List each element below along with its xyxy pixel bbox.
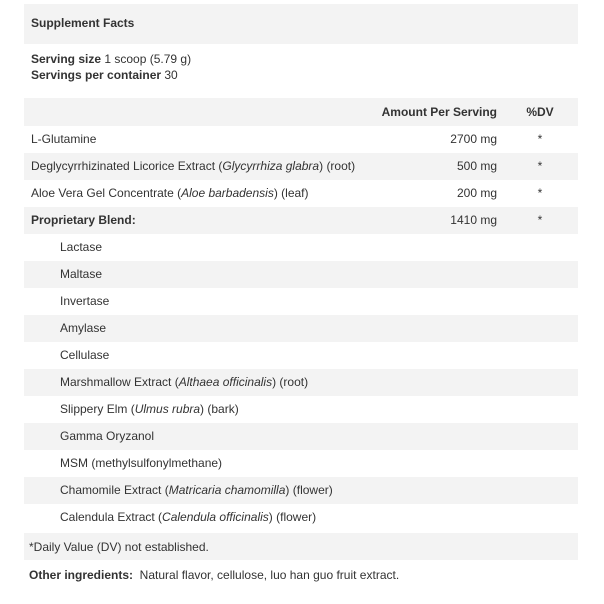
- panel-title: Supplement Facts: [31, 16, 135, 30]
- table-row: [24, 315, 578, 342]
- ingredient-name-part: ) (flower): [285, 483, 333, 497]
- ingredient-name-part: Deglycyrrhizinated Licorice Extract (: [31, 159, 223, 173]
- blend-ingredient-name: [60, 369, 308, 396]
- amount-per-serving-header: Amount Per Serving: [381, 105, 497, 119]
- table-row: [24, 369, 578, 396]
- ingredient-name-part: Chamomile Extract (: [60, 483, 169, 497]
- ingredient-name-part: Slippery Elm (: [60, 402, 135, 416]
- ingredient-latin-name: Ulmus rubra: [134, 402, 201, 416]
- servings-per-container-line: [31, 67, 191, 83]
- proprietary-blend-name: Proprietary Blend:: [31, 213, 136, 227]
- blend-ingredient-name: MSM (methylsulfonylmethane): [60, 456, 223, 470]
- blend-ingredient-name: Maltase: [60, 267, 103, 281]
- ingredient-name-part: Marshmallow Extract (: [60, 375, 179, 389]
- table-row: [24, 153, 578, 180]
- ingredient-amount: 500 mg: [456, 159, 497, 173]
- other-ingredients-value: Natural flavor, cellulose, luo han guo fruit extract.: [133, 568, 400, 582]
- ingredient-latin-name: Calendula officinalis: [162, 510, 269, 524]
- table-row: [24, 126, 578, 153]
- blend-ingredient-name: Gamma Oryzanol: [60, 429, 155, 443]
- serving-size-label: Serving size: [31, 52, 102, 66]
- table-row: [24, 288, 578, 315]
- ingredient-latin-name: Glycyrrhiza glabra: [222, 159, 320, 173]
- dv-footnote: *Daily Value (DV) not established.: [29, 540, 209, 554]
- table-header-row: [24, 98, 578, 126]
- table-row: [24, 450, 578, 477]
- serving-size-value: 1 scoop (5.79 g): [101, 52, 192, 66]
- footnote-bar: [24, 533, 578, 560]
- ingredient-dv: *: [537, 159, 543, 173]
- serving-info: [31, 51, 191, 83]
- ingredient-latin-name: Althaea officinalis: [178, 375, 273, 389]
- table-row: [24, 261, 578, 288]
- table-row: [24, 234, 578, 261]
- other-ingredients-label: Other ingredients:: [29, 568, 134, 582]
- ingredient-latin-name: Aloe barbadensis: [181, 186, 274, 200]
- blend-ingredient-name: [60, 477, 333, 504]
- ingredient-name-part: ) (bark): [200, 402, 239, 416]
- ingredient-name-part: ) (leaf): [273, 186, 309, 200]
- ingredient-amount: 200 mg: [456, 186, 497, 200]
- servings-per-container-label: Servings per container: [31, 68, 162, 82]
- table-row: [24, 342, 578, 369]
- table-row: [24, 396, 578, 423]
- dv-header: %DV: [526, 105, 554, 119]
- table-row: [24, 207, 578, 234]
- ingredient-dv: *: [537, 186, 543, 200]
- serving-size-line: [31, 51, 191, 67]
- ingredient-dv: *: [537, 213, 543, 227]
- blend-ingredient-name: Lactase: [60, 240, 103, 254]
- blend-ingredient-name: [60, 504, 316, 531]
- table-row: [24, 180, 578, 207]
- ingredient-name-part: Calendula Extract (: [60, 510, 163, 524]
- other-ingredients: [29, 568, 399, 582]
- ingredient-amount: 2700 mg: [450, 132, 497, 146]
- ingredient-name-part: ) (root): [272, 375, 309, 389]
- ingredient-latin-name: Matricaria chamomilla: [168, 483, 286, 497]
- ingredient-name-part: ) (flower): [268, 510, 317, 524]
- servings-per-container-value: 30: [161, 68, 178, 82]
- facts-table: [24, 98, 578, 531]
- title-bar: [24, 4, 578, 44]
- ingredient-name: L-Glutamine: [31, 132, 97, 146]
- blend-ingredient-name: [60, 396, 239, 423]
- table-row: [24, 423, 578, 450]
- ingredient-name-part: ) (root): [319, 159, 356, 173]
- blend-ingredient-name: Amylase: [60, 321, 107, 335]
- blend-ingredient-name: Invertase: [60, 294, 110, 308]
- table-row: [24, 504, 578, 531]
- ingredient-name: [31, 153, 355, 180]
- ingredient-amount: 1410 mg: [450, 213, 497, 227]
- ingredient-name-part: Aloe Vera Gel Concentrate (: [31, 186, 182, 200]
- blend-ingredient-name: Cellulase: [60, 348, 110, 362]
- table-row: [24, 477, 578, 504]
- ingredient-dv: *: [537, 132, 543, 146]
- ingredient-name: [31, 180, 309, 207]
